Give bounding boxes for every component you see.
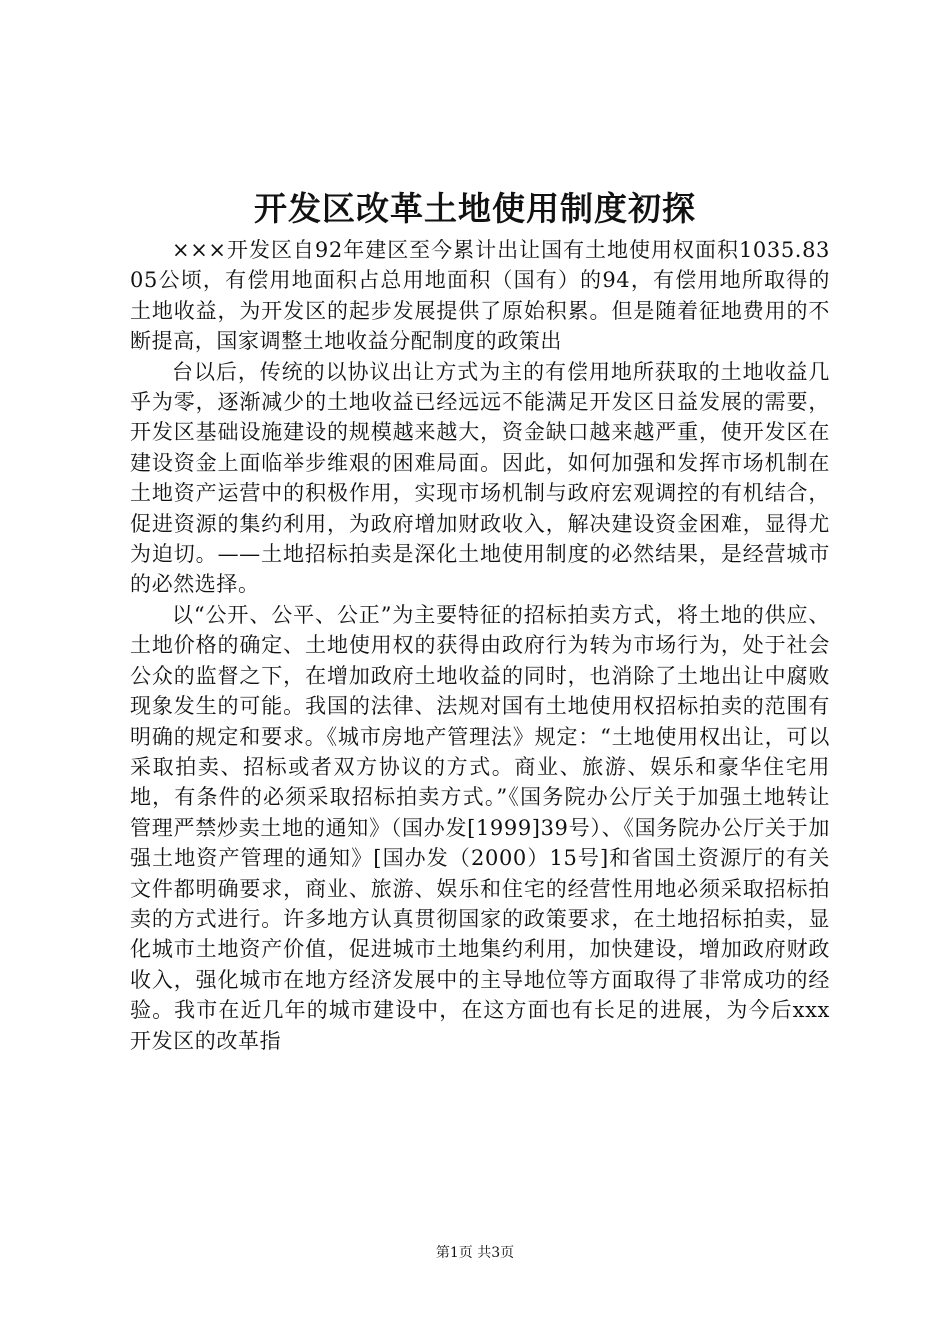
page-number: 第1页 共3页: [435, 1245, 515, 1261]
paragraph: 台以后，传统的以协议出让方式为主的有偿用地所获取的土地收益几乎为零，逐渐减少的土地收益已经远远不能满足开发区日益发展的需要，开发区基础设施建设的规模越来越大，资金缺口越来越严重，使开发区在建设资金上面临举步维艰的困难局面。因此，如何加强和发挥市场机制在土地资产运营中的积极作用，实现市场机制与政府宏观调控的有机结合，促进资源的集约利用，为政府增加财政收入，解决建设资金困难，显得尤为迫切。——土地招标拍卖是深化土地使用制度的必然结果，是经营城市的必然选择。: [130, 359, 830, 597]
document-body: [130, 235, 830, 1056]
page-footer: [0, 1243, 950, 1263]
document-title: 开发区改革土地使用制度初探: [254, 189, 696, 228]
paragraph: 以“公开、公平、公正”为主要特征的招标拍卖方式，将土地的供应、土地价格的确定、土地使用权的获得由政府行为转为市场行为，处于社会公众的监督之下，在增加政府土地收益的同时，也消除了土地出让中腐败现象发生的可能。我国的法律、法规对国有土地使用权招标拍卖的范围有明确的规定和要求。《城市房地产管理法》规定：“土地使用权出让，可以采取拍卖、招标或者双方协议的方式。商业、旅游、娱乐和豪华住宅用地，有条件的必须采取招标拍卖方式。”《国务院办公厅关于加强土地转让管理严禁炒卖土地的通知》（国办发[1999]39号）、《国务院办公厅关于加强土地资产管理的通知》[国办发（2000）15号]和省国土资源厅的有关文件都明确要求，商业、旅游、娱乐和住宅的经营性用地必须采取招标拍卖的方式进行。许多地方认真贯彻国家的政策要求，在土地招标拍卖，显化城市土地资产价值，促进城市土地集约利用，加快建设，增加政府财政收入，强化城市在地方经济发展中的主导地位等方面取得了非常成功的经验。我市在近几年的城市建设中，在这方面也有长足的进展，为今后xxx开发区的改革指: [130, 602, 830, 1053]
paragraph: ×××开发区自92年建区至今累计出让国有土地使用权面积1035.8305公顷，有偿用地面积占总用地面积（国有）的94，有偿用地所取得的土地收益，为开发区的起步发展提供了原始积累。但是随着征地费用的不断提高，国家调整土地收益分配制度的政策出: [130, 238, 830, 354]
